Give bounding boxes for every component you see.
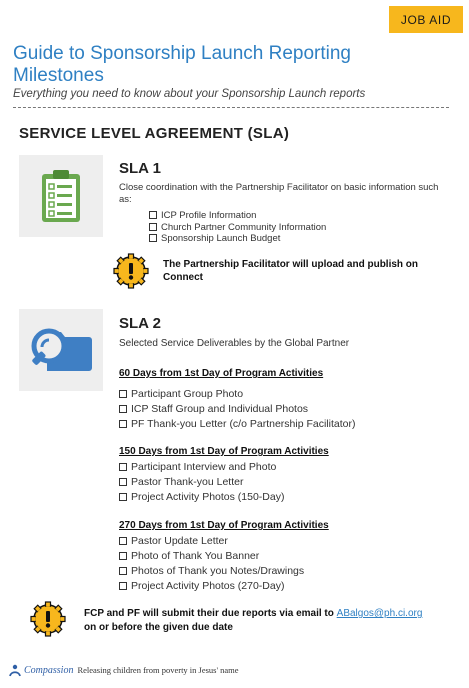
checklist-item — [119, 460, 284, 475]
checkbox-icon — [119, 582, 127, 590]
sla1-checklist — [149, 210, 326, 245]
sla2-note — [84, 607, 464, 635]
compassion-logo-icon — [8, 663, 22, 677]
checkbox-icon — [119, 390, 127, 398]
email-link[interactable]: ABalgos@ph.ci.org — [336, 608, 423, 619]
checkbox-icon — [119, 537, 127, 545]
checklist-item — [119, 475, 284, 490]
checklist-item — [149, 210, 326, 222]
sla2-icon-box — [19, 309, 103, 391]
footer-tagline: Releasing children from poverty in Jesus' name — [77, 665, 239, 675]
checklist-item-label: Photos of Thank you Notes/Drawings — [131, 565, 305, 577]
period-checklist-60 — [119, 387, 355, 432]
checkbox-icon — [119, 552, 127, 560]
checklist-item — [119, 534, 304, 549]
checklist-item-label: Photo of Thank You Banner — [131, 550, 260, 562]
checklist-item — [119, 402, 355, 417]
checkbox-icon — [119, 567, 127, 575]
checklist-item — [119, 549, 304, 564]
sla2-description: Selected Service Deliverables by the Global Partner — [119, 338, 350, 349]
checkbox-icon — [119, 405, 127, 413]
checklist-item-label: Participant Group Photo — [131, 388, 244, 400]
checklist-item-label: ICP Profile Information — [161, 210, 257, 221]
note-text: FCP and PF will submit their due reports via email to — [84, 608, 334, 619]
checkbox-icon — [119, 478, 127, 486]
checklist-item — [149, 222, 326, 234]
period-title-60: 60 Days from 1st Day of Program Activities — [119, 368, 324, 379]
footer — [8, 663, 239, 677]
checkbox-icon — [119, 493, 127, 501]
checklist-item-label: Participant Interview and Photo — [131, 461, 277, 473]
checklist-item — [119, 417, 355, 432]
period-checklist-270 — [119, 534, 304, 594]
header-divider — [13, 107, 449, 108]
period-title-150: 150 Days from 1st Day of Program Activities — [119, 446, 329, 457]
checklist-item-label: Pastor Thank-you Letter — [131, 476, 244, 488]
checklist-item — [149, 233, 326, 245]
checklist-item-label: ICP Staff Group and Individual Photos — [131, 403, 309, 415]
checklist-item — [119, 387, 355, 402]
sla1-icon-box — [19, 155, 103, 237]
warning-gear-icon — [30, 601, 66, 637]
compassion-logo-text: Compassion — [24, 664, 74, 676]
checklist-item-label: Project Activity Photos (270-Day) — [131, 580, 285, 592]
clipboard-checklist-icon — [41, 169, 81, 223]
sla2-heading: SLA 2 — [119, 315, 161, 332]
job-aid-badge: JOB AID — [389, 6, 463, 33]
checkbox-icon — [149, 211, 157, 219]
checkbox-icon — [119, 420, 127, 428]
period-title-270: 270 Days from 1st Day of Program Activities — [119, 520, 329, 531]
checkbox-icon — [149, 223, 157, 231]
checkbox-icon — [149, 234, 157, 242]
period-checklist-150 — [119, 460, 284, 505]
checklist-item-label: Pastor Update Letter — [131, 535, 228, 547]
checklist-item-label: Project Activity Photos (150-Day) — [131, 491, 285, 503]
note-text: on or before the given due date — [84, 622, 233, 633]
checklist-item-label: Church Partner Community Information — [161, 221, 327, 233]
checklist-item — [119, 490, 284, 505]
sla1-heading: SLA 1 — [119, 160, 161, 177]
checkbox-icon — [119, 463, 127, 471]
page-subtitle: Everything you need to know about your Sponsorship Launch reports — [13, 88, 366, 100]
checklist-item — [119, 564, 304, 579]
checklist-item — [119, 579, 304, 594]
checklist-item-label: PF Thank-you Letter (c/o Partnership Facilitator) — [131, 418, 356, 430]
sla1-note: The Partnership Facilitator will upload and publish on Connect — [163, 259, 419, 283]
folder-search-icon — [29, 326, 93, 374]
page-title: Guide to Sponsorship Launch Reporting Milestones — [13, 43, 352, 86]
warning-gear-icon — [113, 253, 149, 289]
sla1-description: Close coordination with the Partnership Facilitator on basic information such as: — [119, 182, 439, 205]
section-title: SERVICE LEVEL AGREEMENT (SLA) — [19, 125, 290, 142]
checklist-item-label: Sponsorship Launch Budget — [161, 233, 281, 244]
